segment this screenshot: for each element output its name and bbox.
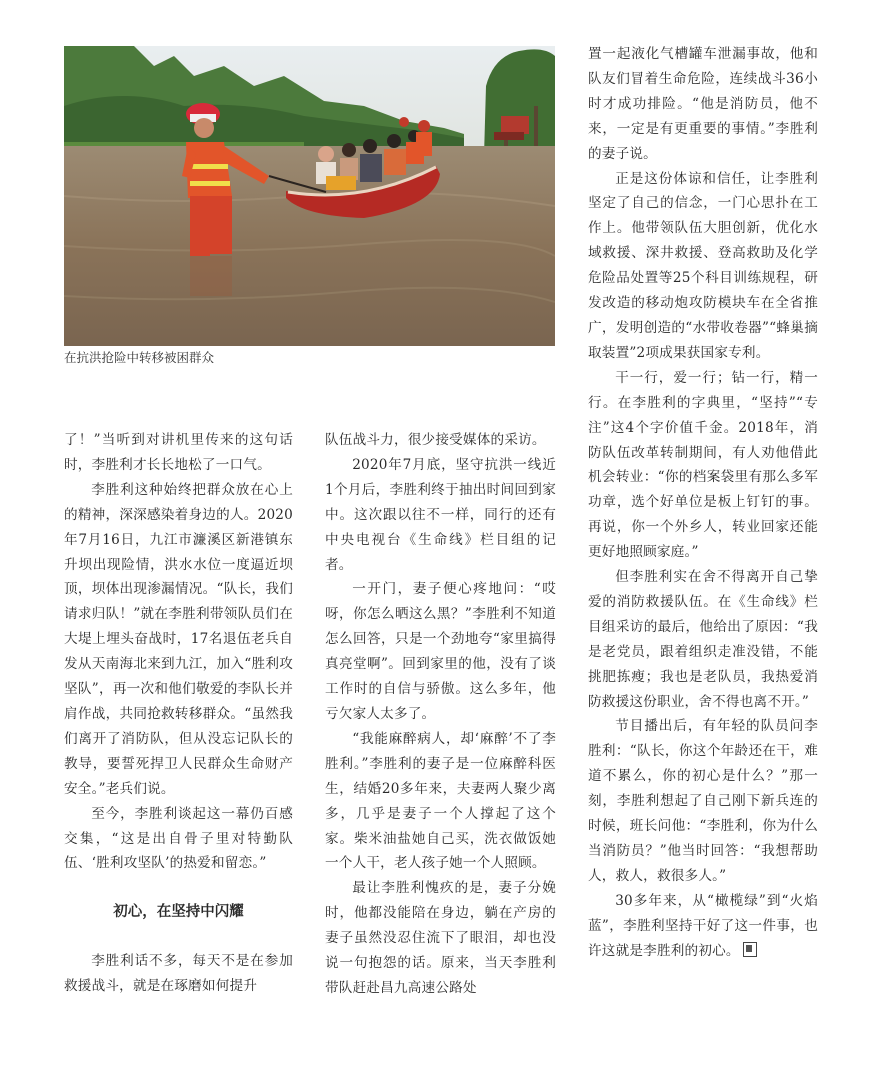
paragraph (588, 889, 818, 964)
flood-rescue-photo (64, 46, 555, 346)
paragraph: 最让李胜利愧疚的是，妻子分娩时，他都没能陪在身边，躺在产房的妻子虽然没忍住流下了眼泪，却也没说一句抱怨的话。原来，当天李胜利带队赶赴昌九高速公路处 (325, 880, 556, 996)
paragraph: 2020年7月底，坚守抗洪一线近1个月后，李胜利终于抽出时间回到家中。这次跟以往不一样，同行的还有中央电视台《生命线》栏目组的记者。 (325, 456, 556, 573)
photo-caption: 在抗洪抢险中转移被困群众 (64, 350, 215, 365)
section-heading: 初心，在坚持中闪耀 (113, 904, 244, 921)
paragraph: 置一起液化气槽罐车泄漏事故，他和队友们冒着生命危险，连续战斗36小时才成功排险。“他是消防员，他不来，一定是有更重要的事情。”李胜利的妻子说。 (588, 46, 818, 162)
paragraph: 李胜利话不多，每天不是在参加救援战斗，就是在琢磨如何提升 (64, 953, 293, 995)
paragraph-text: 30多年来，从“橄榄绿”到“火焰蓝”，李胜利坚持干好了这一件事，也许这就是李胜利的初心。 (588, 892, 818, 959)
paragraph: 至今，李胜利谈起这一幕仍百感交集，“这是出自骨子里对特勤队伍、‘胜利攻坚队’的热爱和留恋。” (64, 805, 293, 872)
paragraph: 但李胜利实在舍不得离开自己挚爱的消防救援队伍。在《生命线》栏目组采访的最后，他给出了原因：“我是老党员，跟着组织走准没错，不能挑肥拣瘦；我也是老队员，我热爱消防救援这份职业，舍不得也离不开。” (588, 569, 818, 710)
paragraph: 李胜利这种始终把群众放在心上的精神，深深感染着身边的人。2020年7月16日，九江市濂溪区新港镇东升坝出现险情，洪水水位一度逼近坝顶，坝体出现渗漏情况。“队长，我们请求归队！”就在李胜利带领队员们在大堤上埋头奋战时，17名退伍老兵自发从天南海北来到九江，加入“胜利攻坚队”，再一次和他们敬爱的李队长并肩作战，共同抢救转移群众。“虽然我们离开了消防队，但从没忘记队长的教导，要誓死捍卫人民群众生命财产安全。”老兵们说。 (64, 481, 293, 797)
paragraph: 干一行，爱一行；钻一行，精一行。在李胜利的字典里，“坚持”“专注”这4个字价值千金。2018年，消防队伍改革转制期间，有人劝他借此机会转业：“你的档案袋里有那么多军功章，选个好单位是板上钉钉的事。再说，你一个外乡人，转业回家还能更好地照顾家庭。” (588, 369, 818, 561)
text-column-1 (64, 428, 293, 999)
end-mark-icon (743, 942, 757, 957)
paragraph: 节目播出后，有年轻的队员问李胜利：“队长，你这个年龄还在干，难道不累么，你的初心是什么？”那一刻，李胜利想起了自己刚下新兵连的时候，班长问他：“李胜利，你为什么当消防员？”他当时回答：“我想帮助人，救人，救很多人。” (588, 718, 818, 884)
text-column-2 (325, 428, 556, 1001)
paragraph: 队伍战斗力，很少接受媒体的采访。 (325, 432, 546, 448)
paragraph: “我能麻醉病人，却‘麻醉’不了李胜利。”李胜利的妻子是一位麻醉科医生，结婚20多年来，夫妻两人聚少离多，几乎是妻子一个人撑起了这个家。柴米油盐她自己买，洗衣做饭她一个人干，老人孩子她一个人照顾。 (325, 730, 556, 872)
text-column-3 (588, 42, 818, 964)
paragraph: 了！”当听到对讲机里传来的这句话时，李胜利才长长地松了一口气。 (64, 432, 293, 473)
paragraph: 正是这份体谅和信任，让李胜利坚定了自己的信念，一门心思扑在工作上。他带领队伍大胆创新，优化水域救援、深井救援、登高救助及化学危险品处置等25个科目训练规程，研发改造的移动炮攻防模块车在全省推广，发明创造的“水带收卷器”“蜂巢摘取装置”2项成果获国家专利。 (588, 170, 818, 361)
paragraph: 一开门，妻子便心疼地问：“哎呀，你怎么晒这么黑？”李胜利不知道怎么回答，只是一个劲地夸“家里搞得真亮堂啊”。回到家里的他，没有了谈工作时的自信与骄傲。这么多年，他亏欠家人太多了。 (325, 581, 556, 722)
